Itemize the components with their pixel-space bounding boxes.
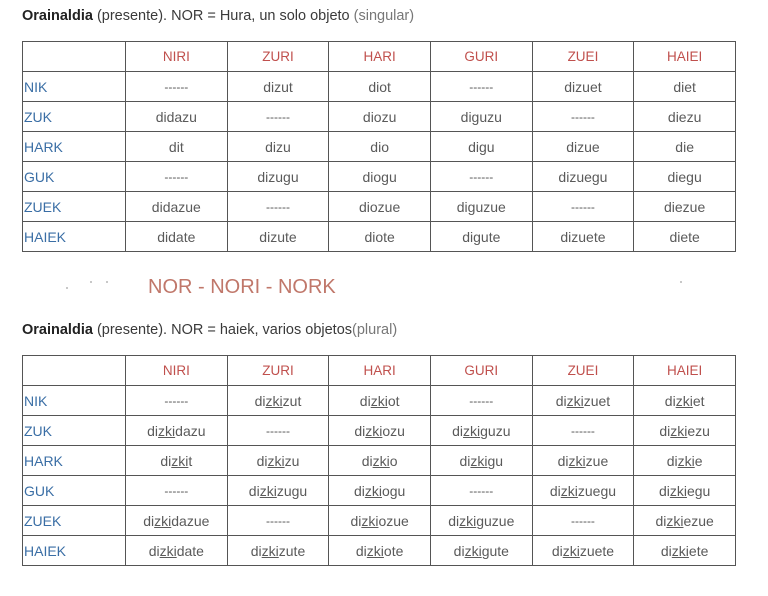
cell-infix: zki — [370, 392, 388, 409]
table-row — [23, 416, 736, 446]
conjugation-cell: didazu — [126, 102, 228, 132]
conjugation-cell — [126, 386, 228, 416]
cell-prefix: di — [453, 542, 465, 559]
cell-prefix: di — [250, 542, 262, 559]
cell-suffix: ot — [387, 392, 400, 409]
cell-suffix: o — [389, 452, 398, 469]
cell-text: ------ — [469, 483, 494, 498]
cell-prefix: di — [655, 512, 667, 529]
caption-bold: Orainaldia — [22, 322, 93, 338]
cell-prefix: di — [248, 482, 260, 499]
cell-text: ------ — [164, 483, 189, 498]
conjugation-cell — [634, 416, 736, 446]
cell-infix: zki — [670, 422, 688, 439]
conjugation-cell — [329, 506, 431, 536]
cell-prefix: di — [551, 542, 563, 559]
conjugation-cell — [227, 506, 329, 536]
cell-infix: zki — [566, 392, 584, 409]
cell-infix: zki — [265, 392, 283, 409]
conjugation-cell: dizute — [227, 222, 329, 252]
cell-prefix: di — [658, 482, 670, 499]
conjugation-cell: ------ — [126, 162, 228, 192]
cell-text: ------ — [469, 393, 494, 408]
conjugation-cell — [430, 476, 532, 506]
table-row — [23, 192, 736, 222]
cell-prefix: di — [256, 452, 268, 469]
table-row — [23, 102, 736, 132]
caption-suffix: (singular) — [353, 8, 415, 24]
cell-infix: zki — [463, 422, 481, 439]
cell-infix: zki — [372, 452, 390, 469]
conjugation-cell — [126, 446, 228, 476]
cell-infix: zki — [261, 542, 279, 559]
cell-text: ------ — [265, 513, 290, 528]
table-row — [23, 506, 736, 536]
cell-infix: zki — [154, 512, 172, 529]
cell-suffix: ezue — [683, 512, 714, 529]
caption-bold: Orainaldia — [22, 8, 93, 24]
cell-suffix: guzu — [480, 422, 511, 439]
row-header: NIK — [23, 72, 126, 102]
row-header: HARK — [23, 446, 126, 476]
cell-prefix: di — [666, 452, 678, 469]
caption-text: (presente). NOR = haiek, varios objetos — [92, 322, 353, 338]
cell-suffix: ozu — [382, 422, 405, 439]
column-header: GURI — [430, 356, 532, 386]
row-header: ZUEK — [23, 192, 126, 222]
conjugation-cell — [532, 476, 634, 506]
cell-infix: zki — [675, 392, 693, 409]
table-row — [23, 476, 736, 506]
stray-dot — [106, 281, 108, 283]
stray-dot — [90, 281, 92, 283]
conjugation-cell — [126, 506, 228, 536]
conjugation-cell — [227, 386, 329, 416]
conjugation-cell — [329, 536, 431, 566]
conjugation-cell — [227, 446, 329, 476]
conjugation-cell — [430, 536, 532, 566]
row-header: HAIEK — [23, 222, 126, 252]
cell-suffix: ozue — [378, 512, 409, 529]
conjugation-cell — [430, 416, 532, 446]
cell-text: ------ — [570, 423, 595, 438]
cell-suffix: zuete — [579, 542, 615, 559]
cell-prefix: di — [549, 482, 561, 499]
cell-infix: zki — [470, 452, 488, 469]
conjugation-cell: ------ — [532, 102, 634, 132]
cell-infix: zki — [459, 512, 477, 529]
conjugation-cell: diozue — [329, 192, 431, 222]
table-row — [23, 222, 736, 252]
row-header: GUK — [23, 162, 126, 192]
cell-prefix: di — [254, 392, 266, 409]
cell-infix: zki — [671, 542, 689, 559]
stray-dot — [680, 281, 682, 283]
column-header: ZUEI — [532, 356, 634, 386]
conjugation-cell — [532, 536, 634, 566]
cell-prefix: di — [664, 392, 676, 409]
conjugation-cell: ------ — [126, 72, 228, 102]
column-header: GURI — [430, 42, 532, 72]
column-header: ZUEI — [532, 42, 634, 72]
header-row — [23, 42, 736, 72]
cell-prefix: di — [361, 452, 373, 469]
conjugation-cell — [532, 416, 634, 446]
cell-infix: zki — [666, 512, 684, 529]
cell-prefix: di — [355, 542, 367, 559]
conjugation-cell — [634, 506, 736, 536]
conjugation-cell — [532, 506, 634, 536]
column-header: HARI — [329, 42, 431, 72]
conjugation-cell — [430, 386, 532, 416]
cell-suffix: e — [694, 452, 703, 469]
cell-infix: zki — [669, 482, 687, 499]
row-header: ZUK — [23, 416, 126, 446]
cell-infix: zki — [560, 482, 578, 499]
cell-suffix: zugu — [276, 482, 308, 499]
cell-suffix: ogu — [381, 482, 406, 499]
conjugation-cell: dizuete — [532, 222, 634, 252]
cell-prefix: di — [147, 422, 159, 439]
conjugation-cell — [227, 536, 329, 566]
cell-text: ------ — [164, 393, 189, 408]
cell-prefix: di — [160, 452, 172, 469]
conjugation-table-singular — [22, 41, 736, 252]
table2-caption — [22, 322, 397, 338]
cell-suffix: date — [176, 542, 204, 559]
cell-prefix: di — [659, 422, 671, 439]
cell-suffix: zue — [585, 452, 609, 469]
cell-text: ------ — [570, 513, 595, 528]
conjugation-cell: diguzue — [430, 192, 532, 222]
conjugation-cell: diogu — [329, 162, 431, 192]
conjugation-cell — [532, 446, 634, 476]
table-row — [23, 536, 736, 566]
cell-suffix: zute — [278, 542, 306, 559]
cell-prefix: di — [448, 512, 460, 529]
conjugation-cell: dit — [126, 132, 228, 162]
cell-prefix: di — [557, 452, 569, 469]
row-header: NIK — [23, 386, 126, 416]
conjugation-cell: ------ — [430, 162, 532, 192]
cell-suffix: zut — [282, 392, 302, 409]
cell-suffix: et — [692, 392, 705, 409]
cell-suffix: t — [188, 452, 193, 469]
cell-suffix: ezu — [687, 422, 710, 439]
row-header: GUK — [23, 476, 126, 506]
cell-infix: zki — [361, 512, 379, 529]
table-row — [23, 72, 736, 102]
conjugation-cell: dizuet — [532, 72, 634, 102]
conjugation-cell — [430, 506, 532, 536]
conjugation-cell: dizuegu — [532, 162, 634, 192]
table-row — [23, 446, 736, 476]
conjugation-cell — [329, 386, 431, 416]
cell-suffix: gute — [481, 542, 509, 559]
cell-prefix: di — [555, 392, 567, 409]
cell-infix: zki — [464, 542, 482, 559]
conjugation-cell — [329, 476, 431, 506]
cell-text: ------ — [265, 423, 290, 438]
column-header: NIRI — [126, 42, 228, 72]
cell-infix: zki — [364, 482, 382, 499]
table-row — [23, 162, 736, 192]
cell-suffix: gu — [487, 452, 504, 469]
conjugation-cell: diezu — [634, 102, 736, 132]
conjugation-cell — [430, 446, 532, 476]
cell-suffix: zuegu — [577, 482, 617, 499]
cell-prefix: di — [148, 542, 160, 559]
conjugation-cell — [227, 416, 329, 446]
row-header: ZUEK — [23, 506, 126, 536]
table1-caption — [22, 8, 414, 24]
conjugation-cell: didate — [126, 222, 228, 252]
conjugation-cell: diozu — [329, 102, 431, 132]
cell-infix: zki — [171, 452, 189, 469]
row-header: ZUK — [23, 102, 126, 132]
cell-suffix: zu — [284, 452, 300, 469]
cell-prefix: di — [354, 422, 366, 439]
conjugation-cell: dizue — [532, 132, 634, 162]
cell-infix: zki — [259, 482, 277, 499]
conjugation-cell — [126, 416, 228, 446]
conjugation-cell — [634, 536, 736, 566]
cell-infix: zki — [365, 422, 383, 439]
cell-suffix: zuet — [583, 392, 611, 409]
cell-suffix: dazu — [175, 422, 206, 439]
conjugation-cell: diete — [634, 222, 736, 252]
conjugation-cell — [532, 386, 634, 416]
cell-prefix: di — [143, 512, 155, 529]
table-row — [23, 386, 736, 416]
cell-infix: zki — [568, 452, 586, 469]
conjugation-cell — [329, 446, 431, 476]
column-header: ZURI — [227, 356, 329, 386]
column-header: HAIEI — [634, 356, 736, 386]
conjugation-cell: diot — [329, 72, 431, 102]
column-header: HARI — [329, 356, 431, 386]
conjugation-cell — [634, 476, 736, 506]
cell-infix: zki — [677, 452, 695, 469]
conjugation-cell — [126, 536, 228, 566]
row-header: HAIEK — [23, 536, 126, 566]
conjugation-cell — [634, 386, 736, 416]
conjugation-cell: dizugu — [227, 162, 329, 192]
corner-cell — [23, 356, 126, 386]
conjugation-table-plural — [22, 355, 736, 566]
conjugation-cell: dio — [329, 132, 431, 162]
stray-dot — [66, 287, 68, 289]
cell-suffix: guzue — [476, 512, 515, 529]
conjugation-cell: diegu — [634, 162, 736, 192]
conjugation-cell: ------ — [430, 72, 532, 102]
conjugation-cell: dizut — [227, 72, 329, 102]
cell-suffix: ete — [688, 542, 709, 559]
caption-text: (presente). NOR = Hura, un solo objeto — [92, 8, 354, 24]
cell-infix: zki — [366, 542, 384, 559]
conjugation-cell: dizu — [227, 132, 329, 162]
cell-infix: zki — [159, 542, 177, 559]
cell-infix: zki — [158, 422, 176, 439]
column-header: ZURI — [227, 42, 329, 72]
cell-prefix: di — [359, 392, 371, 409]
column-header: HAIEI — [634, 42, 736, 72]
conjugation-cell — [126, 476, 228, 506]
conjugation-cell: didazue — [126, 192, 228, 222]
conjugation-cell — [634, 446, 736, 476]
conjugation-cell: diezue — [634, 192, 736, 222]
conjugation-cell: diguzu — [430, 102, 532, 132]
conjugation-cell: ------ — [227, 102, 329, 132]
conjugation-cell: ------ — [227, 192, 329, 222]
cell-prefix: di — [350, 512, 362, 529]
conjugation-cell: ------ — [532, 192, 634, 222]
cell-infix: zki — [562, 542, 580, 559]
cell-prefix: di — [353, 482, 365, 499]
conjugation-cell — [227, 476, 329, 506]
conjugation-cell: digu — [430, 132, 532, 162]
conjugation-cell: diote — [329, 222, 431, 252]
caption-suffix: (plural) — [352, 322, 398, 338]
column-header: NIRI — [126, 356, 228, 386]
conjugation-cell: digute — [430, 222, 532, 252]
cell-suffix: ote — [383, 542, 404, 559]
conjugation-cell: die — [634, 132, 736, 162]
corner-cell — [23, 42, 126, 72]
section-title: NOR - NORI - NORK — [148, 276, 336, 298]
cell-suffix: dazue — [171, 512, 210, 529]
conjugation-cell — [329, 416, 431, 446]
cell-prefix: di — [452, 422, 463, 439]
cell-prefix: di — [660, 542, 672, 559]
cell-prefix: di — [459, 452, 471, 469]
row-header: HARK — [23, 132, 126, 162]
conjugation-cell: diet — [634, 72, 736, 102]
table-row — [23, 132, 736, 162]
cell-infix: zki — [267, 452, 285, 469]
header-row — [23, 356, 736, 386]
cell-suffix: egu — [686, 482, 711, 499]
